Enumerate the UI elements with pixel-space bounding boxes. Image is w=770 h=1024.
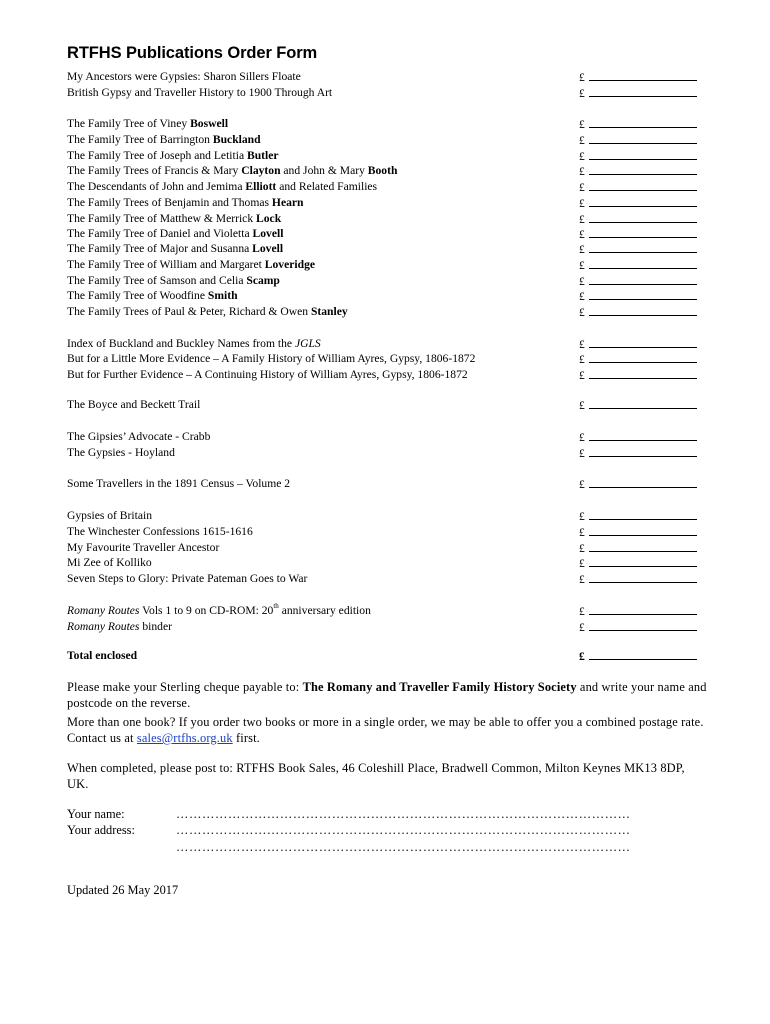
book-price-field[interactable] xyxy=(579,336,697,352)
book-title-part: Hearn xyxy=(271,196,304,209)
amount-blank[interactable] xyxy=(589,257,697,269)
address-field-2[interactable]: …………………………………………………………………………………………… xyxy=(176,840,631,854)
currency-symbol: £ xyxy=(579,353,585,366)
book-title-part: Smith xyxy=(207,289,238,302)
book-price-field[interactable] xyxy=(579,397,697,413)
book-title xyxy=(67,351,475,366)
book-title xyxy=(67,508,152,523)
book-title xyxy=(67,555,152,570)
book-title-part: The Winchester Confessions 1615-1616 xyxy=(67,525,253,538)
total-price-field[interactable] xyxy=(579,648,697,664)
book-title xyxy=(67,476,290,491)
currency-symbol: £ xyxy=(579,399,585,412)
book-title-part: Scamp xyxy=(246,274,280,287)
currency-symbol: £ xyxy=(579,275,585,288)
book-title xyxy=(67,179,377,194)
order-line xyxy=(67,508,707,523)
currency-symbol: £ xyxy=(579,621,585,634)
amount-blank[interactable] xyxy=(589,69,697,81)
amount-blank[interactable] xyxy=(589,571,697,583)
book-title-part: Gypsies of Britain xyxy=(67,509,153,522)
order-line xyxy=(67,273,707,288)
book-title xyxy=(67,163,397,178)
book-price-field[interactable] xyxy=(579,476,697,492)
book-price-field[interactable] xyxy=(579,195,697,211)
book-title xyxy=(67,540,219,555)
book-title-part: But for a Little More Evidence – A Family History of William Ayres, Gypsy, 1806-1872 xyxy=(67,352,476,365)
book-title xyxy=(67,211,281,226)
order-line xyxy=(67,211,707,226)
combined-text-pre: More than one book? If you order two books or more in a single order, we may be able to offer you a combined postage rate. Contact us at xyxy=(67,715,704,745)
order-line xyxy=(67,555,707,570)
amount-blank[interactable] xyxy=(589,148,697,160)
sales-email-link[interactable]: sales@rtfhs.org.uk xyxy=(136,731,233,745)
amount-blank[interactable] xyxy=(589,540,697,552)
book-price-field[interactable] xyxy=(579,163,697,179)
amount-blank[interactable] xyxy=(589,304,697,316)
order-line xyxy=(67,476,707,491)
book-title xyxy=(67,304,348,319)
book-title-part: binder xyxy=(139,620,172,633)
order-line xyxy=(67,257,707,272)
book-title-part: The Family Trees of Benjamin and Thomas xyxy=(67,196,272,209)
book-title-part: Lovell xyxy=(252,242,284,255)
book-title xyxy=(67,148,279,163)
book-title xyxy=(67,69,301,84)
book-title-part: Booth xyxy=(367,164,398,177)
book-title-part: The Family Tree of Daniel and Violetta xyxy=(67,227,253,240)
book-title-part: My Favourite Traveller Ancestor xyxy=(67,541,220,554)
order-line xyxy=(67,367,707,382)
book-title-part: Butler xyxy=(247,149,279,162)
amount-blank[interactable] xyxy=(589,179,697,191)
total-label: Total enclosed xyxy=(67,649,138,662)
name-label: Your name: xyxy=(67,807,125,821)
book-price-field[interactable] xyxy=(579,85,697,101)
book-title-part: The Family Trees of Francis & Mary xyxy=(67,164,242,177)
form-title: RTFHS Publications Order Form xyxy=(67,44,318,62)
book-price-field[interactable] xyxy=(579,226,697,242)
order-line xyxy=(67,304,707,319)
amount-blank[interactable] xyxy=(589,429,697,441)
book-price-field[interactable] xyxy=(579,288,697,304)
amount-blank[interactable] xyxy=(589,367,697,379)
book-price-field[interactable] xyxy=(579,211,697,227)
book-title-part: and John & Mary xyxy=(280,164,368,177)
order-line xyxy=(67,619,707,634)
currency-symbol: £ xyxy=(579,165,585,178)
book-price-field[interactable] xyxy=(579,132,697,148)
currency-symbol: £ xyxy=(579,259,585,272)
book-title xyxy=(67,336,321,351)
currency-symbol: £ xyxy=(579,605,585,618)
book-title xyxy=(67,273,280,288)
order-line xyxy=(67,540,707,555)
book-title xyxy=(67,571,307,586)
order-line xyxy=(67,397,707,412)
amount-blank[interactable] xyxy=(589,163,697,175)
amount-blank[interactable] xyxy=(589,619,697,631)
book-price-field[interactable] xyxy=(579,273,697,289)
order-line xyxy=(67,148,707,163)
book-price-field[interactable] xyxy=(579,241,697,257)
combined-postage-note xyxy=(67,714,707,746)
order-line xyxy=(67,195,707,210)
book-title-part: The Family Tree of Woodfine xyxy=(67,289,208,302)
book-title-part: My Ancestors were Gypsies: Sharon Sillers Floate xyxy=(67,70,301,83)
book-title xyxy=(67,226,283,241)
order-line xyxy=(67,116,707,131)
order-line xyxy=(67,351,707,366)
order-line xyxy=(67,226,707,241)
book-title xyxy=(67,288,238,303)
book-price-field[interactable] xyxy=(579,508,697,524)
book-title-part: Index of Buckland and Buckley Names from the xyxy=(67,337,295,350)
amount-blank[interactable] xyxy=(589,288,697,300)
total-line xyxy=(67,648,707,663)
currency-symbol: £ xyxy=(579,573,585,586)
book-price-field[interactable] xyxy=(579,304,697,320)
currency-symbol: £ xyxy=(579,150,585,163)
order-line xyxy=(67,445,707,460)
book-title xyxy=(67,132,261,147)
postal-address-note: When completed, please post to: RTFHS Book Sales, 46 Coleshill Place, Bradwell Common, Milton Keynes MK13 8DP, UK. xyxy=(67,761,685,791)
currency-symbol: £ xyxy=(579,290,585,303)
currency-symbol: £ xyxy=(579,306,585,319)
currency-symbol: £ xyxy=(579,510,585,523)
book-title-part: The Family Tree of Barrington xyxy=(67,133,213,146)
order-line xyxy=(67,603,707,618)
book-price-field[interactable] xyxy=(579,367,697,383)
book-title-part: JGLS xyxy=(294,337,321,350)
order-line xyxy=(67,85,707,100)
currency-symbol: £ xyxy=(579,650,585,663)
book-title-part: The Family Tree of Joseph and Letitia xyxy=(67,149,247,162)
currency-symbol: £ xyxy=(579,369,585,382)
order-line xyxy=(67,241,707,256)
book-title-part: The Family Trees of Paul & Peter, Richard & Owen xyxy=(67,305,311,318)
book-title-part: The Descendants of John and Jemima xyxy=(67,180,246,193)
currency-symbol: £ xyxy=(579,338,585,351)
book-title xyxy=(67,524,253,539)
amount-blank[interactable] xyxy=(589,85,697,97)
currency-symbol: £ xyxy=(579,557,585,570)
book-title-part: British Gypsy and Traveller History to 1900 Through Art xyxy=(67,86,333,99)
currency-symbol: £ xyxy=(579,431,585,444)
cheque-instruction xyxy=(67,679,707,711)
currency-symbol: £ xyxy=(579,87,585,100)
book-title-part: Romany Routes xyxy=(67,620,140,633)
order-line xyxy=(67,336,707,351)
book-price-field[interactable] xyxy=(579,351,697,367)
book-price-field[interactable] xyxy=(579,179,697,195)
book-title-part: and Related Families xyxy=(276,180,378,193)
book-title-part: The Family Tree of William and Margaret xyxy=(67,258,265,271)
cheque-text-pre: Please make your Sterling cheque payable to: xyxy=(67,680,303,694)
amount-blank[interactable] xyxy=(589,211,697,223)
amount-blank[interactable] xyxy=(589,132,697,144)
amount-blank[interactable] xyxy=(589,555,697,567)
amount-blank[interactable] xyxy=(589,397,697,409)
book-price-field[interactable] xyxy=(579,116,697,132)
amount-blank[interactable] xyxy=(589,476,697,488)
book-title-part: Elliott xyxy=(245,180,277,193)
book-price-field[interactable] xyxy=(579,619,697,635)
book-title-part: Buckland xyxy=(212,133,261,146)
book-title-part: The Boyce and Beckett Trail xyxy=(67,398,201,411)
updated-date: Updated 26 May 2017 xyxy=(67,883,179,897)
order-line xyxy=(67,69,707,84)
amount-blank[interactable] xyxy=(589,603,697,615)
book-title-part: anniversary edition xyxy=(278,604,371,617)
book-title-part: Lock xyxy=(256,212,282,225)
order-line xyxy=(67,429,707,444)
book-title-part: The Gypsies - Hoyland xyxy=(67,446,175,459)
order-line xyxy=(67,571,707,586)
currency-symbol: £ xyxy=(579,228,585,241)
book-price-field[interactable] xyxy=(579,571,697,587)
book-title-part: Clayton xyxy=(241,164,281,177)
amount-blank[interactable] xyxy=(589,524,697,536)
order-line xyxy=(67,132,707,147)
currency-symbol: £ xyxy=(579,526,585,539)
amount-blank[interactable] xyxy=(589,351,697,363)
currency-symbol: £ xyxy=(579,243,585,256)
amount-blank[interactable] xyxy=(589,226,697,238)
currency-symbol: £ xyxy=(579,118,585,131)
book-price-field[interactable] xyxy=(579,69,697,85)
book-title-part: Stanley xyxy=(310,305,348,318)
book-title-part: The Family Tree of Major and Susanna xyxy=(67,242,253,255)
book-title-part: The Family Tree of Viney xyxy=(67,117,191,130)
book-price-field[interactable] xyxy=(579,555,697,571)
cheque-payee: The Romany and Traveller Family History Society xyxy=(302,680,577,694)
book-price-field[interactable] xyxy=(579,524,697,540)
currency-symbol: £ xyxy=(579,447,585,460)
amount-blank[interactable] xyxy=(589,508,697,520)
book-title-part: Lovell xyxy=(252,227,284,240)
book-title-part: But for Further Evidence – A Continuing History of William Ayres, Gypsy, 1806-1872 xyxy=(67,368,468,381)
amount-blank[interactable] xyxy=(589,648,697,660)
book-title xyxy=(67,241,283,256)
address-field-1[interactable]: …………………………………………………………………………………………… xyxy=(176,823,631,837)
book-title xyxy=(67,367,468,382)
book-title-part: Some Travellers in the 1891 Census – Volume 2 xyxy=(67,477,291,490)
book-title-part: Romany Routes xyxy=(67,604,140,617)
book-price-field[interactable] xyxy=(579,257,697,273)
amount-blank[interactable] xyxy=(589,116,697,128)
book-title-part: The Family Tree of Samson and Celia xyxy=(67,274,247,287)
book-title xyxy=(67,445,175,460)
book-title-part: Vols 1 to 9 on CD-ROM: 20 xyxy=(139,604,274,617)
book-title xyxy=(67,603,371,618)
book-price-field[interactable] xyxy=(579,429,697,445)
book-title xyxy=(67,116,228,131)
book-title xyxy=(67,257,315,272)
book-title-part: Boswell xyxy=(190,117,229,130)
book-title-part: Mi Zee of Kolliko xyxy=(67,556,152,569)
currency-symbol: £ xyxy=(579,213,585,226)
order-line xyxy=(67,524,707,539)
name-field[interactable]: …………………………………………………………………………………………… xyxy=(176,807,631,821)
currency-symbol: £ xyxy=(579,181,585,194)
currency-symbol: £ xyxy=(579,478,585,491)
book-price-field[interactable] xyxy=(579,445,697,461)
combined-text-post: first. xyxy=(232,731,260,745)
order-line xyxy=(67,179,707,194)
book-title-part: Seven Steps to Glory: Private Pateman Goes to War xyxy=(67,572,308,585)
amount-blank[interactable] xyxy=(589,241,697,253)
book-title-part: th xyxy=(273,602,279,611)
book-title-part: The Family Tree of Matthew & Merrick xyxy=(67,212,257,225)
book-price-field[interactable] xyxy=(579,603,697,619)
book-title-part: The Gipsies’ Advocate - Crabb xyxy=(67,430,211,443)
book-title xyxy=(67,397,200,412)
amount-blank[interactable] xyxy=(589,336,697,348)
currency-symbol: £ xyxy=(579,134,585,147)
book-price-field[interactable] xyxy=(579,148,697,164)
currency-symbol: £ xyxy=(579,542,585,555)
book-title-part: Loveridge xyxy=(264,258,316,271)
amount-blank[interactable] xyxy=(589,273,697,285)
book-title xyxy=(67,429,210,444)
amount-blank[interactable] xyxy=(589,445,697,457)
book-title xyxy=(67,85,332,100)
book-price-field[interactable] xyxy=(579,540,697,556)
order-line xyxy=(67,163,707,178)
order-line xyxy=(67,288,707,303)
address-label: Your address: xyxy=(67,823,135,837)
book-title xyxy=(67,195,303,210)
currency-symbol: £ xyxy=(579,197,585,210)
currency-symbol: £ xyxy=(579,71,585,84)
amount-blank[interactable] xyxy=(589,195,697,207)
book-title xyxy=(67,619,172,634)
cheque-text-post: and write your name and postcode on the reverse. xyxy=(67,680,707,710)
